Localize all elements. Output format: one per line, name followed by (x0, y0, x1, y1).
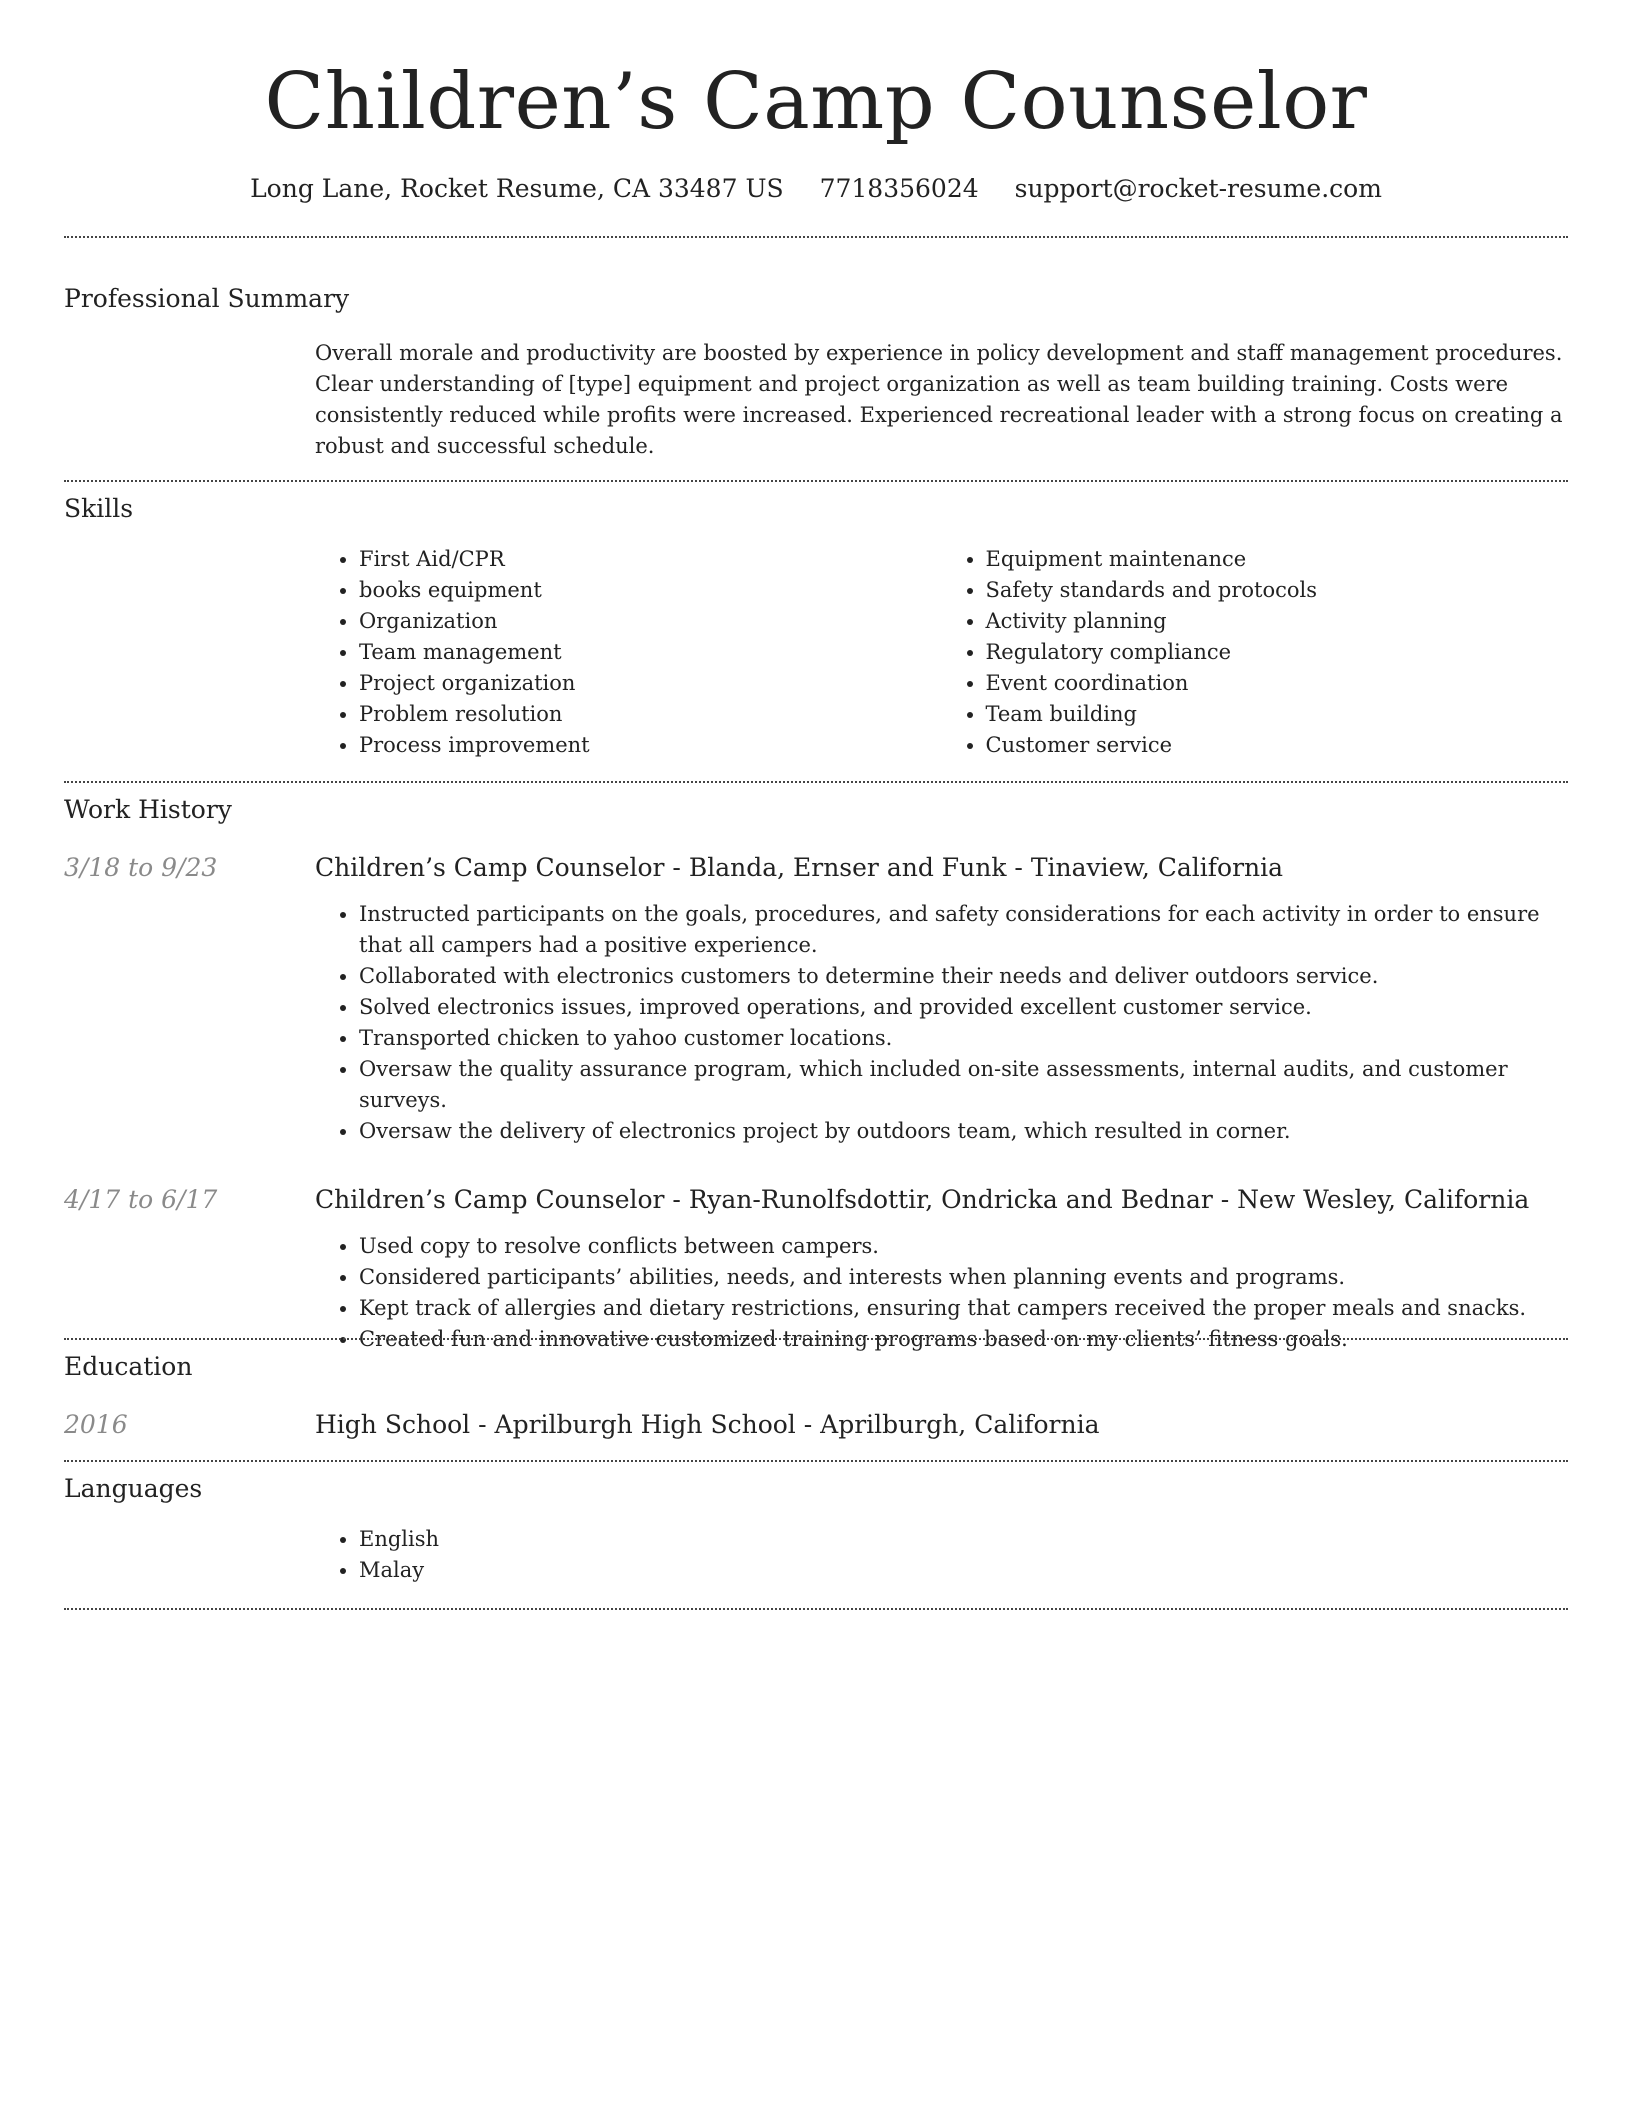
contact-phone: 7718356024 (819, 174, 979, 203)
skill-item: • Project organization (359, 668, 942, 699)
skill-item: • Safety standards and protocols (986, 575, 1569, 606)
skill-item: • Team management (359, 637, 942, 668)
job-bullet: • Transported chicken to yahoo customer locations. (359, 1023, 1568, 1054)
contact-email: support@rocket-resume.com (1014, 174, 1382, 203)
summary-text: Overall morale and productivity are boosted by experience in policy development and staff management procedures. Clear understanding of [type] equipment and project organization as well as team building training. Costs were consistently reduced while profits were increased. Experienced recreational leader with a strong focus on creating a robust and successful schedule. (315, 341, 1563, 458)
language-bullets (315, 1524, 1568, 1586)
work-history-block (64, 793, 1568, 1355)
skill-item: • Activity planning (986, 606, 1569, 637)
section-divider (64, 781, 1568, 783)
candidate-name: Children’s Camp Counselor (264, 57, 1368, 147)
skill-item: • Customer service (986, 730, 1569, 761)
languages-block (64, 1472, 1568, 1586)
skill-item: • First Aid/CPR (359, 544, 942, 575)
skill-item: • books equipment (359, 575, 942, 606)
skill-item: • Equipment maintenance (986, 544, 1569, 575)
job-dates: 3/18 to 9/23 (64, 853, 218, 882)
job-heading: Children’s Camp Counselor - Ryan-Runolfsdottir, Ondricka and Bednar - New Wesley, California (315, 1185, 1530, 1214)
job-heading: Children’s Camp Counselor - Blanda, Ernser and Funk - Tinaview, California (315, 853, 1284, 882)
job-bullet: • Instructed participants on the goals, procedures, and safety considerations for each activity in order to ensure that all campers had a positive experience. (359, 899, 1568, 961)
resume-header (64, 54, 1568, 206)
language-item: • Malay (359, 1555, 1568, 1586)
skill-item: • Team building (986, 699, 1569, 730)
section-divider (64, 1460, 1568, 1462)
skills-list (315, 544, 1568, 761)
education-year: 2016 (64, 1410, 128, 1439)
job-details (315, 1231, 1568, 1355)
section-title-skills: Skills (64, 494, 134, 523)
job-bullet: • Considered participants’ abilities, needs, and interests when planning events and programs. (359, 1262, 1568, 1293)
job-header (64, 1183, 1568, 1217)
job-bullet: • Created fun and innovative customized training programs based on my clients’ fitness goals. (359, 1324, 1568, 1355)
section-divider (64, 480, 1568, 482)
skills-block (64, 492, 1568, 761)
section-title-languages: Languages (64, 1474, 203, 1503)
section-title-work-history: Work History (64, 795, 232, 824)
education-block (64, 1350, 1568, 1442)
education-heading: High School - Aprilburgh High School - Aprilburgh, California (315, 1410, 1100, 1439)
section-title-education: Education (64, 1352, 193, 1381)
section-title-summary: Professional Summary (64, 284, 350, 313)
section-divider (64, 1608, 1568, 1610)
job-bullet: • Collaborated with electronics customers to determine their needs and deliver outdoors service. (359, 961, 1568, 992)
skill-item: • Event coordination (986, 668, 1569, 699)
section-divider (64, 1338, 1568, 1340)
job-header (64, 851, 1568, 885)
job-bullets (315, 899, 1568, 1147)
skills-column-right (942, 544, 1569, 761)
contact-line (64, 172, 1568, 206)
job-bullets (315, 1231, 1568, 1355)
language-item: • English (359, 1524, 1568, 1555)
job-bullet: • Kept track of allergies and dietary restrictions, ensuring that campers received the proper meals and snacks. (359, 1293, 1568, 1324)
summary-content (315, 338, 1568, 462)
contact-address: Long Lane, Rocket Resume, CA 33487 US (250, 174, 784, 203)
job-entry (64, 851, 1568, 1147)
education-entry (64, 1408, 1568, 1442)
job-bullet: • Oversaw the delivery of electronics project by outdoors team, which resulted in corner. (359, 1116, 1568, 1147)
languages-list (315, 1524, 1568, 1586)
skill-item: • Organization (359, 606, 942, 637)
job-entry (64, 1183, 1568, 1355)
job-bullet: • Used copy to resolve conflicts between campers. (359, 1231, 1568, 1262)
skill-item: • Problem resolution (359, 699, 942, 730)
job-dates: 4/17 to 6/17 (64, 1185, 218, 1214)
job-bullet: • Oversaw the quality assurance program, which included on-site assessments, internal audits, and customer surveys. (359, 1054, 1568, 1116)
skill-item: • Regulatory compliance (986, 637, 1569, 668)
summary-block (64, 282, 1568, 462)
job-bullet: • Solved electronics issues, improved operations, and provided excellent customer service. (359, 992, 1568, 1023)
job-details (315, 899, 1568, 1147)
skill-item: • Process improvement (359, 730, 942, 761)
skills-column-left (315, 544, 942, 761)
